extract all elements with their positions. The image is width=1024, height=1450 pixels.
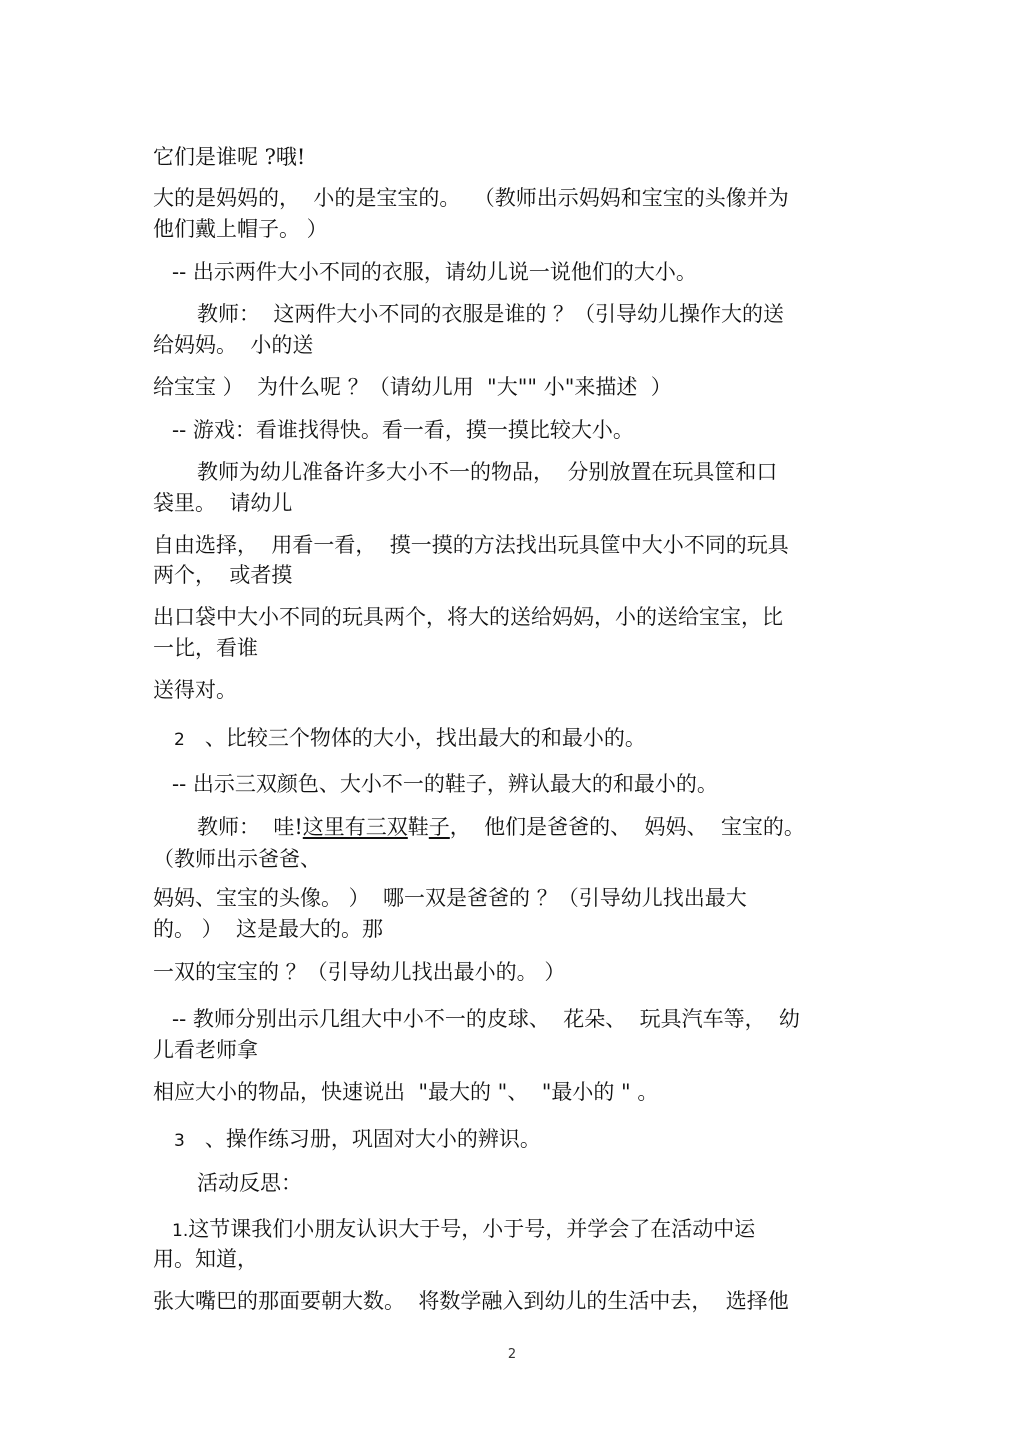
item-number: 3 xyxy=(174,1131,185,1151)
item-text: 、操作练习册，巩固对大小的辨识。 xyxy=(204,1127,541,1151)
section-heading: 活动反思： xyxy=(197,1171,302,1195)
text-line: 用。知道， xyxy=(153,1247,258,1271)
text-line: 给宝宝 ） 为什么呢 ？（请幼儿用 "大"" 小"来描述 ） xyxy=(153,375,672,399)
text-line: 自由选择， 用看一看， 摸一摸的方法找出玩具筐中大小不同的玩具 xyxy=(153,533,789,557)
item-text: 、比较三个物体的大小，找出最大的和最小的。 xyxy=(204,726,646,750)
text-line: 相应大小的物品，快速说出 "最大的 "、 "最小的 " 。 xyxy=(153,1080,659,1104)
text-line: （教师出示爸爸、 xyxy=(153,847,321,871)
text-line: -- 出示三双颜色、大小不一的鞋子，辨认最大的和最小的。 xyxy=(172,772,718,796)
text-line: 出口袋中大小不同的玩具两个，将大的送给妈妈，小的送给宝宝，比 xyxy=(153,605,783,629)
text-span: ， 他们是爸爸的、 妈妈、 宝宝的。 xyxy=(449,815,805,839)
text-line: 张大嘴巴的那面要朝大数。 将数学融入到幼儿的生活中去， 选择他 xyxy=(153,1289,789,1313)
text-line: 送得对。 xyxy=(153,678,237,702)
text-line: 大的是妈妈的， 小的是宝宝的。 （教师出示妈妈和宝宝的头像并为 xyxy=(153,186,789,210)
text-line: 一比，看谁 xyxy=(153,636,258,660)
page-number: 2 xyxy=(507,1347,517,1362)
text-line: 教师： 这两件大小不同的衣服是谁的 ？（引导幼儿操作大的送 xyxy=(197,302,785,326)
text-line: 教师为幼儿准备许多大小不一的物品， 分别放置在玩具筐和口 xyxy=(197,460,778,484)
underlined-text: 子 xyxy=(428,815,450,839)
text-line: 袋里。 请幼儿 xyxy=(153,491,293,515)
item-number: 2 xyxy=(174,730,185,750)
list-item-1 xyxy=(172,1217,755,1243)
text-line: 它们是谁呢 ?哦! xyxy=(153,145,306,169)
text-span: 鞋 xyxy=(407,815,429,839)
list-item-2 xyxy=(174,726,646,752)
text-line: 他们戴上帽子。 ） xyxy=(153,217,328,241)
text-line: -- 教师分别出示几组大中小不一的皮球、 花朵、 玩具汽车等， 幼 xyxy=(172,1007,800,1031)
text-span: 教师： 哇! xyxy=(197,815,303,839)
underlined-text: 这里有三双 xyxy=(302,815,408,839)
text-line: 儿看老师拿 xyxy=(153,1038,258,1062)
text-line: 一双的宝宝的 ？（引导幼儿找出最小的。 ） xyxy=(153,960,566,984)
item-text: 这节课我们小朋友认识大于号，小于号，并学会了在活动中运 xyxy=(188,1217,756,1241)
text-line: 给妈妈。 小的送 xyxy=(153,333,314,357)
shoes-line xyxy=(197,815,805,839)
text-line: -- 出示两件大小不同的衣服，请幼儿说一说他们的大小。 xyxy=(172,260,697,284)
list-item-3 xyxy=(174,1127,541,1153)
text-line: 两个， 或者摸 xyxy=(153,563,293,587)
text-line: 的。 ） 这是最大的。那 xyxy=(153,917,384,941)
text-line: -- 游戏：看谁找得快。看一看，摸一摸比较大小。 xyxy=(172,418,634,442)
text-line: 妈妈、宝宝的头像。 ） 哪一双是爸爸的 ？（引导幼儿找出最大 xyxy=(153,886,747,910)
item-number: 1. xyxy=(172,1221,189,1241)
